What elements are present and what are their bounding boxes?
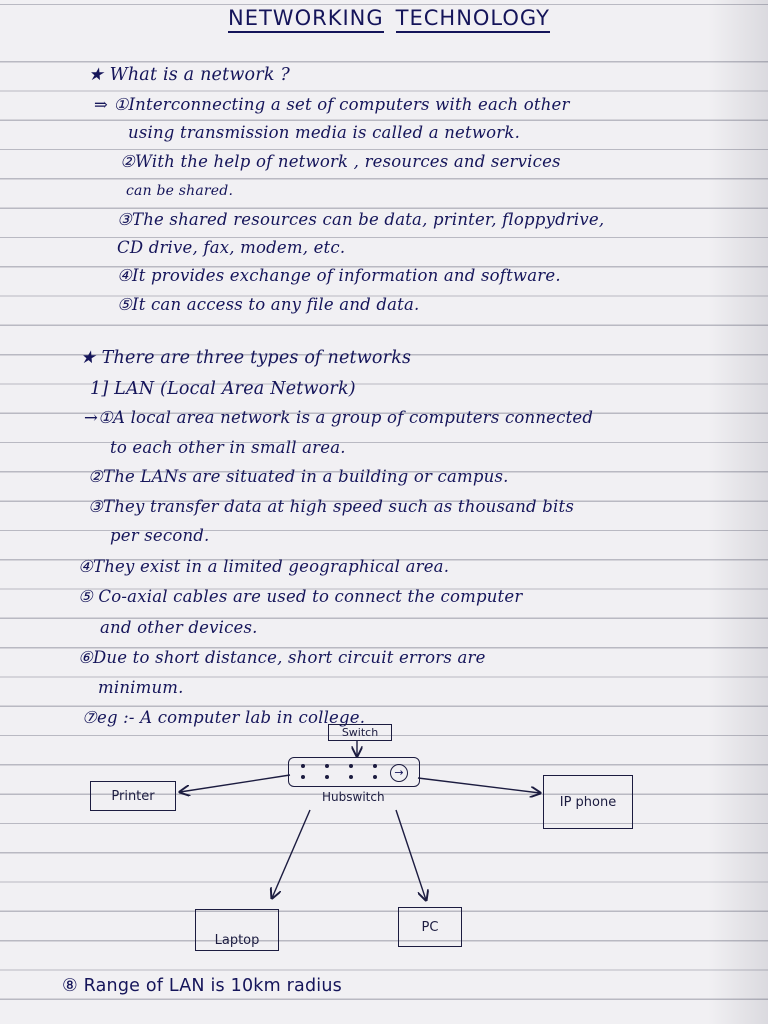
note-line: and other devices. — [100, 618, 258, 637]
pc-box: PC — [398, 907, 462, 947]
note-line: ②With the help of network , resources and services — [120, 152, 561, 171]
printer-box: Printer — [90, 781, 176, 811]
section2-subheading: 1] LAN (Local Area Network) — [90, 379, 356, 399]
note-line: per second. — [110, 526, 210, 545]
note-line: using transmission media is called a network. — [128, 123, 521, 142]
hub-label: Hubswitch — [322, 790, 385, 804]
note-line: ⑤ Co-axial cables are used to connect the computer — [78, 587, 523, 606]
section2-heading: ★ There are three types of networks — [80, 348, 412, 368]
note-line: →①A local area network is a group of computers connected — [84, 408, 594, 427]
note-line: ③They transfer data at high speed such as thousand bits — [88, 497, 574, 516]
note-line: ④It provides exchange of information and software. — [117, 266, 561, 285]
note-line: ③The shared resources can be data, printer, floppydrive, — [117, 210, 605, 229]
note-line: to each other in small area. — [110, 438, 346, 457]
note-line: ⑦eg :- A computer lab in college. — [82, 708, 366, 727]
note-line: ④They exist in a limited geographical area. — [78, 557, 450, 576]
footer-note: ⑧ Range of LAN is 10km radius — [62, 976, 342, 996]
page-title: NETWORKING TECHNOLOGY — [228, 6, 550, 30]
note-line: can be shared. — [126, 183, 234, 199]
note-line: ②The LANs are situated in a building or campus. — [88, 467, 509, 486]
ip-phone-box: IP phone — [543, 775, 633, 829]
laptop-box: Laptop — [195, 909, 279, 951]
hub-switch-device — [288, 757, 420, 787]
note-line: CD drive, fax, modem, etc. — [117, 238, 346, 257]
note-line: ⑤It can access to any file and data. — [117, 295, 420, 314]
note-line: ⑥Due to short distance, short circuit errors are — [78, 648, 486, 667]
note-line: minimum. — [98, 678, 184, 697]
arrow-right-icon: → — [390, 764, 408, 782]
note-line: ⇒ ①Interconnecting a set of computers with each other — [94, 95, 570, 114]
section1-heading: ★ What is a network ? — [88, 65, 290, 85]
switch-box: Switch — [328, 724, 392, 741]
